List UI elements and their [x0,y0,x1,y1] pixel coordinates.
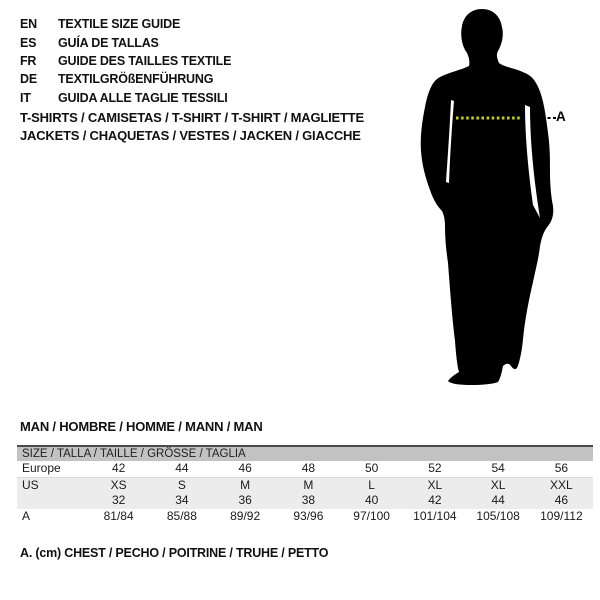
language-label: TEXTILE SIZE GUIDE [58,17,181,32]
size-cell: S [177,477,186,492]
language-label: GUIDE DES TAILLES TEXTILE [58,53,232,68]
size-cell: 54 [491,461,505,475]
language-code: ES [20,35,37,50]
measurement-footnote: A. (cm) CHEST / PECHO / POITRINE / TRUHE / PETTO [20,546,329,560]
size-cell: 42 [111,461,126,475]
size-cell: 101/104 [413,508,457,523]
measure-label-a: A [556,109,566,124]
category-lines [20,110,364,147]
language-row [20,89,231,107]
size-cell: 50 [364,461,379,475]
size-cell: 40 [364,493,379,507]
size-cell: M [303,477,314,492]
category-tshirts: T-SHIRTS / CAMISETAS / T-SHIRT / T-SHIRT / MAGLIETTE [20,110,364,125]
table-row-europe [17,461,593,478]
size-cell: 36 [238,493,252,507]
size-cell: 97/100 [353,508,390,523]
size-cell: 46 [554,493,569,507]
section-title-man: MAN / HOMBRE / HOMME / MANN / MAN [20,419,263,434]
size-cell: XL [490,477,506,492]
size-cell: 81/84 [103,508,134,523]
size-cell: XXL [550,477,573,492]
size-cell: 85/88 [166,508,197,523]
size-cell: 38 [301,493,316,507]
table-row-us [17,478,593,494]
language-row [20,33,231,51]
size-cell: 42 [428,493,442,507]
language-code: FR [20,53,37,68]
language-label: TEXTILGRÖßENFÜHRUNG [58,72,214,87]
language-code: IT [20,90,31,105]
size-cell: 56 [554,461,569,475]
man-silhouette-svg [403,5,573,390]
language-code: DE [20,72,37,87]
language-label: GUÍA DE TALLAS [58,35,159,50]
size-cell: 32 [111,493,126,507]
language-row [20,52,231,70]
size-cell: 44 [175,461,189,475]
size-cell: 46 [238,461,252,475]
size-cell: 93/96 [293,508,324,523]
language-code: EN [20,17,37,32]
size-cell: 34 [175,493,189,507]
man-silhouette-figure [403,5,573,390]
size-table-header: SIZE / TALLA / TAILLE / GRÖSSE / TAGLIA [17,447,593,461]
language-label: GUIDA ALLE TAGLIE TESSILI [58,90,228,105]
size-cell: 44 [491,493,505,507]
table-row-chest-a [17,509,593,525]
size-cell: 105/108 [476,508,520,523]
size-cell: L [368,477,375,492]
row-label: Europe [22,461,61,475]
size-cell: M [240,477,251,492]
row-label: A [22,508,31,523]
size-cell: 48 [301,461,316,475]
table-row-us-numeric [17,493,593,509]
size-cell: XS [110,477,127,492]
size-cell: 109/112 [540,508,583,523]
language-row [20,70,231,88]
row-label: US [22,477,39,492]
size-table [17,445,593,524]
language-guide-list [20,15,231,107]
category-jackets: JACKETS / CHAQUETAS / VESTES / JACKEN / GIACCHE [20,128,361,144]
size-cell: 52 [428,461,442,475]
size-cell: XL [427,477,443,492]
language-row [20,15,231,33]
size-cell: 89/92 [230,508,261,523]
